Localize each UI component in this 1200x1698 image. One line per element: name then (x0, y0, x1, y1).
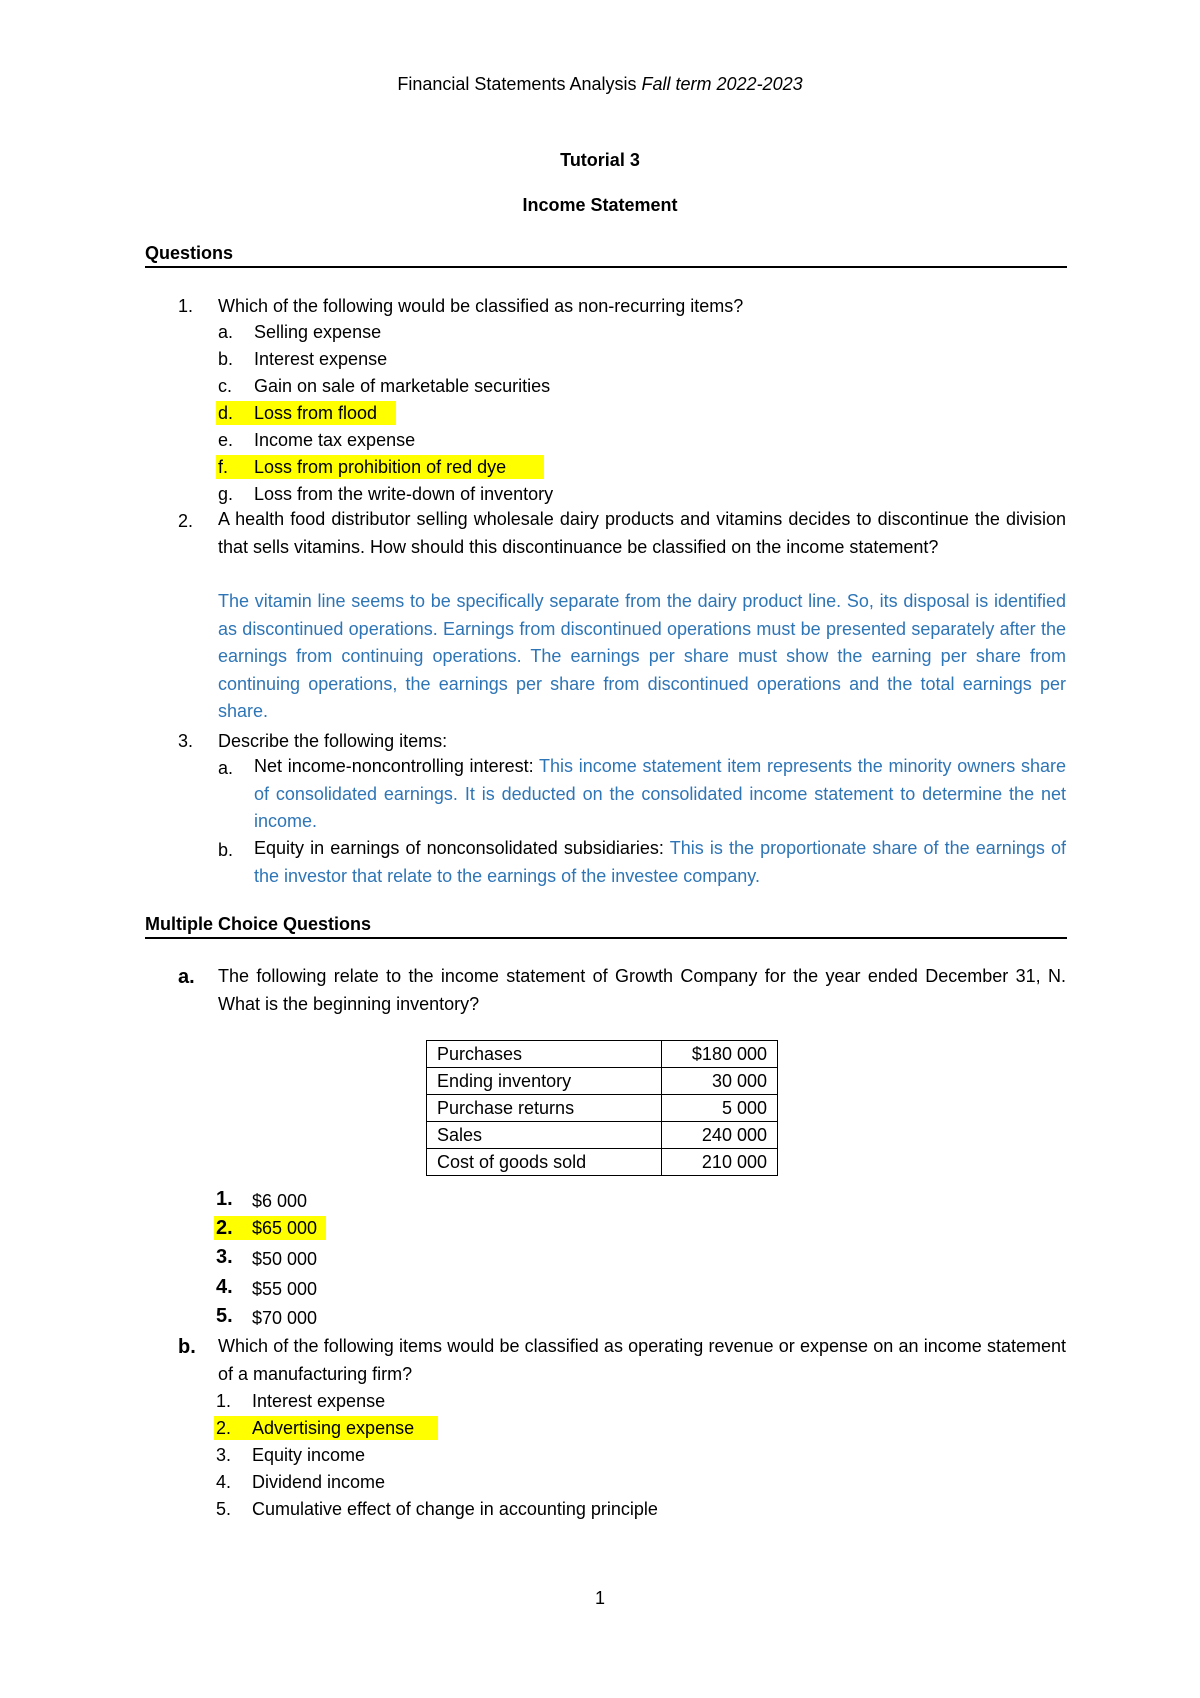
q3-item-answer: This income statement item represents the minority owners share of consolidated earnings. It is deducted on the consolidated income statement to determine the net income. (254, 756, 1066, 831)
mcq-a-option: $55 000 (252, 1279, 318, 1299)
q1-option-text: Loss from flood (254, 403, 378, 423)
q1-option: Selling expense (254, 322, 382, 342)
mcq-b-text: Which of the following items would be classified as operating revenue or expense on an income statement of a manufacturing firm? (218, 1336, 1066, 1384)
tutorial-title: Tutorial 3 (560, 150, 640, 170)
table-row (427, 1068, 778, 1095)
mcq-b-option: Dividend income (252, 1472, 386, 1492)
mcq-a-option-num: 2. (216, 1217, 233, 1239)
table-cell-label: Sales (427, 1122, 662, 1149)
q1-option-text: Loss from prohibition of red dye (254, 457, 507, 477)
mcq-a-option-highlighted (214, 1216, 326, 1240)
mcq-b-option: Equity income (252, 1445, 366, 1465)
q3-item-letter: a. (218, 758, 234, 778)
q1-option-letter: g. (218, 484, 234, 504)
q1-option-letter: f. (218, 457, 229, 477)
table-cell-label: Purchase returns (427, 1095, 662, 1122)
table-cell-value: $180 000 (662, 1041, 778, 1068)
inventory-data-table (426, 1040, 778, 1176)
mcq-a-option-num: 4. (216, 1276, 233, 1298)
q3-item-a (254, 753, 1066, 836)
table-row (427, 1095, 778, 1122)
mcq-a-text: The following relate to the income statement of Growth Company for the year ended December 31, N. What is the beginning inventory? (218, 966, 1066, 1014)
q3-item-b (254, 835, 1066, 890)
q1-option: Income tax expense (254, 430, 416, 450)
mcq-a-option-num: 1. (216, 1188, 233, 1210)
q1-option-letter: e. (218, 430, 234, 450)
q1-option-letter: d. (218, 403, 234, 423)
q1-number: 1. (178, 296, 194, 316)
table-cell-label: Ending inventory (427, 1068, 662, 1095)
mcq-b-option-num: 3. (216, 1445, 232, 1465)
mcq-a-option: $50 000 (252, 1249, 318, 1269)
q1-option-highlighted (216, 401, 396, 425)
table-cell-value: 30 000 (662, 1068, 778, 1095)
mcq-a-option-num: 3. (216, 1246, 233, 1268)
mcq-b-option: Cumulative effect of change in accounting principle (252, 1499, 658, 1519)
table-cell-value: 5 000 (662, 1095, 778, 1122)
q3-item-term: Equity in earnings of nonconsolidated subsidiaries: (254, 838, 664, 858)
q2-number: 2. (178, 511, 194, 531)
mcq-a-option: $6 000 (252, 1191, 308, 1211)
q1-option: Interest expense (254, 349, 388, 369)
q2-text: A health food distributor selling wholesale dairy products and vitamins decides to discontinue the division that sells vitamins. How should this discontinuance be classified on the income statement? (218, 509, 1066, 557)
q1-option: Gain on sale of marketable securities (254, 376, 551, 396)
mcq-b-option-num: 4. (216, 1472, 232, 1492)
mcq-b-option-text: Advertising expense (252, 1418, 415, 1438)
mcq-a-option-text: $65 000 (252, 1218, 318, 1238)
q1-option-letter: c. (218, 376, 233, 396)
table-cell-label: Cost of goods sold (427, 1149, 662, 1176)
mcq-b-option-num: 1. (216, 1391, 232, 1411)
q1-option: Loss from the write-down of inventory (254, 484, 554, 504)
table-cell-label: Purchases (427, 1041, 662, 1068)
q1-option-letter: a. (218, 322, 234, 342)
mcq-b-option-highlighted (214, 1416, 438, 1440)
table-row (427, 1041, 778, 1068)
q3-item-letter: b. (218, 840, 234, 860)
questions-heading: Questions (145, 243, 1067, 268)
table-cell-value: 210 000 (662, 1149, 778, 1176)
course-name: Financial Statements Analysis (397, 74, 637, 94)
q3-item-answer: This is the proportionate share of the earnings of the investor that relate to the earnings of the investee company. (254, 838, 1066, 886)
table-row (427, 1122, 778, 1149)
mcq-b-option-num: 5. (216, 1499, 232, 1519)
q1-option-highlighted (216, 455, 544, 479)
mcq-a-option-num: 5. (216, 1305, 233, 1327)
term-label: Fall term 2022-2023 (641, 74, 803, 94)
mcq-a-option: $70 000 (252, 1308, 318, 1328)
q1-option-letter: b. (218, 349, 234, 369)
mcq-heading: Multiple Choice Questions (145, 914, 1067, 939)
q3-text: Describe the following items: (218, 731, 448, 751)
mcq-b-option-num: 2. (216, 1418, 232, 1438)
mcq-b-option: Interest expense (252, 1391, 386, 1411)
running-header (0, 74, 1200, 95)
q3-number: 3. (178, 731, 194, 751)
mcq-a-letter: a. (178, 966, 195, 988)
page-number: 1 (594, 1588, 605, 1608)
tutorial-subtitle: Income Statement (522, 195, 678, 215)
mcq-b-letter: b. (178, 1336, 196, 1358)
q2-answer: The vitamin line seems to be specifically separate from the dairy product line. So, its disposal is identified as discontinued operations. Earnings from discontinued operations must be presented separately after the earnings from continuing operations. The earnings per share must show the earning per share from continuing operations, the earnings per share from discontinued operations and the total earnings per share. (218, 591, 1066, 721)
q1-text: Which of the following would be classified as non-recurring items? (218, 296, 744, 316)
table-row (427, 1149, 778, 1176)
q3-item-term: Net income-noncontrolling interest: (254, 756, 534, 776)
table-cell-value: 240 000 (662, 1122, 778, 1149)
